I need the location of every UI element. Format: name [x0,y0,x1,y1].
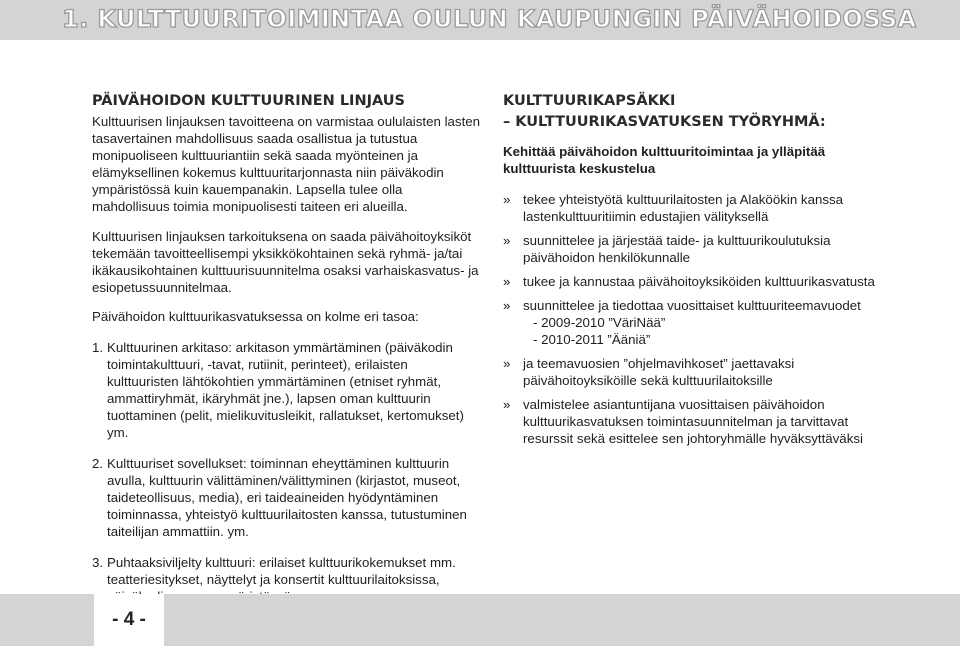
list-item-text: Kulttuuriset sovellukset: toiminnan eheyttäminen kulttuurin avulla, kulttuurin välittäminen/välittyminen (kirjastot, museot, taideteollisuus, media), eri taideaineiden hyödyntäminen toiminnassa, yhteistyö kulttuurilaitosten kanssa, tutustuminen taiteilijan ammattiin. ym. [107,456,467,539]
list-item [503,273,895,290]
levels-intro: Päivähoidon kulttuurikasvatuksessa on kolme eri tasoa: [92,309,419,324]
list-item [503,232,895,266]
right-column [503,92,895,454]
bullet-mark: » [503,233,511,248]
left-column [92,92,482,619]
bullet-mark: » [503,356,511,371]
list-number: 1. [92,340,104,355]
intro-paragraph: Kulttuurisen linjauksen tavoitteena on varmistaa oululaisten lasten tasavertainen mahdollisuus saada osallistua ja tutustua monipuoliseen kulttuuriantiin sekä saada myönteinen ja elämyksellinen kokemus kulttuuritarjonnasta niin päiväkodin ympäristössä kuin kauempanakin. Lapsella tulee olla mahdollisuus toimia monipuolisesti taiteen eri alueilla. [92,114,481,214]
levels-list [92,339,482,605]
list-item-text: tukee ja kannustaa päivähoitoyksiköiden kulttuurikasvatusta [523,274,875,289]
list-item [503,355,895,389]
list-item-text: valmistelee asiantuntijana vuosittaisen päivähoidon kulttuurikasvatuksen toimintasuunnitelman ja tarvittavat resurssit sekä esittelee sen johtoryhmälle hyväksyttäväksi [523,397,863,446]
theme-year-2010-2011: - 2010-2011 ”Ääniä” [533,332,651,347]
list-item [92,455,482,540]
section-heading-cultural-policy: PÄIVÄHOIDON KULTTUURINEN LINJAUS [92,93,405,109]
list-item-block [523,297,895,348]
section-heading-kulttuurikapsakki: KULTTUURIKAPSÄKKI [503,93,676,109]
list-number: 3. [92,555,104,570]
theme-year-2009-2010: - 2009-2010 ”VäriNää” [533,315,666,330]
list-item-text: suunnittelee ja tiedottaa vuosittaiset kulttuuriteemavuodet [523,298,861,313]
bullet-mark: » [503,298,511,313]
list-item-text: Kulttuurinen arkitaso: arkitason ymmärtäminen (päiväkodin toimintakulttuuri, -tavat, rutiinit, perinteet), erilaisten kulttuuristen lähtökohtien ymmärtäminen (etniset ryhmät, ammattiryhmät, ikäryhmät jne.), lapsen oman kulttuurin tuottaminen (pelit, mielikuvitusleikit, rallatukset, kertomukset) ym. [107,340,464,440]
bullet-mark: » [503,274,511,289]
list-item-text: ja teemavuosien ”ohjelmavihkoset” jaettavaksi päivähoitoyksiköille sekä kulttuurilaitoksille [523,356,795,388]
purpose-paragraph: Kulttuurisen linjauksen tarkoituksena on saada päivähoitoyksiköt tekemään tavoitteellisempi yksikkökohtainen sekä ryhmä- ja/tai ikäkausikohtainen kulttuurisuunnitelma osaksi varhaiskasvatus- ja esiopetussuunnitelmaa. [92,229,479,295]
page-number: - 4 - [94,594,164,646]
bullet-mark: » [503,192,511,207]
list-item [503,191,895,225]
bullet-mark: » [503,397,511,412]
working-group-lead: Kehittää päivähoidon kulttuuritoimintaa ja ylläpitää kulttuurista keskustelua [503,144,826,176]
list-item [503,396,895,447]
page-title: 1. KULTTUURITOIMINTAA OULUN KAUPUNGIN PÄIVÄHOIDOSSA [62,5,917,33]
list-item-text: Puhtaaksiviljelty kulttuuri: erilaiset kulttuurikokemukset mm. teatteriesitykset, näyttelyt ja konsertit kulttuurilaitoksissa, [107,555,456,587]
list-item [92,339,482,441]
list-item-text: tekee yhteistyötä kulttuurilaitosten ja Alaköökin kanssa lastenkulttuuritiimin edustajien välityksellä [523,192,844,224]
section-subheading-working-group: – KULTTUURIKASVATUKSEN TYÖRYHMÄ: [503,114,826,130]
list-number: 2. [92,456,104,471]
list-item [503,297,895,348]
tasks-list [503,191,895,447]
list-item-text: suunnittelee ja järjestää taide- ja kulttuurikoulutuksia päivähoidon henkilökunnalle [523,233,831,265]
